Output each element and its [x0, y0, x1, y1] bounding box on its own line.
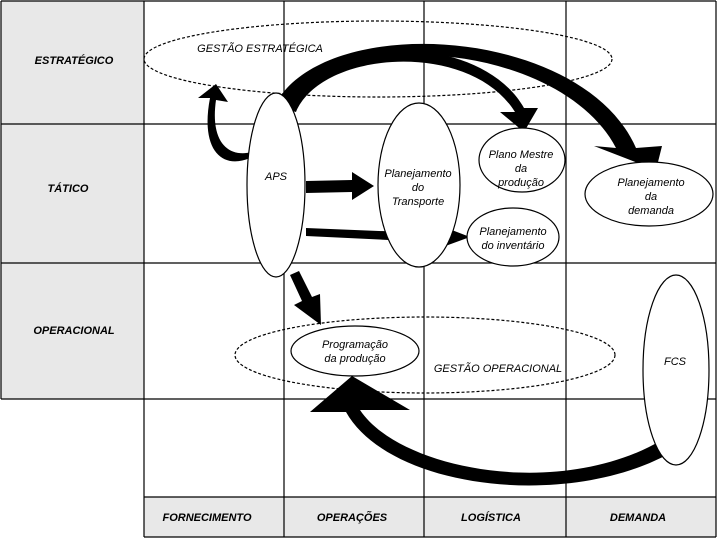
production-scheduling-node [291, 326, 419, 376]
demand-planning-label-1: Planejamento [617, 177, 685, 189]
production-scheduling-label-2: da produção [324, 353, 386, 365]
column-label-operations: OPERAÇÕES [316, 512, 388, 524]
transport-planning-label-1: Planejamento [384, 168, 452, 180]
row-label-strategic: ESTRATÉGICO [34, 55, 114, 67]
production-scheduling-label-1: Programação [321, 339, 389, 351]
transport-planning-label-2: do [411, 182, 425, 194]
row-label-tactical: TÁTICO [47, 183, 89, 195]
operational-management-label: GESTÃO OPERACIONAL [433, 363, 563, 375]
inventory-planning-label-1: Planejamento [479, 226, 547, 238]
arrow-fcs-to-production [310, 376, 672, 485]
column-label-supply: FORNECIMENTO [162, 512, 252, 524]
demand-planning-label-2: da [644, 191, 658, 203]
transport-planning-label-3: Transporte [391, 196, 445, 208]
demand-planning-label-3: demanda [628, 205, 674, 217]
arrow-aps-to-production [290, 271, 321, 325]
arrow-aps-to-transport [306, 172, 374, 200]
column-label-demand: DEMANDA [609, 512, 667, 524]
fcs-label: FCS [664, 356, 686, 368]
arrow-aps-to-strategic [198, 84, 252, 161]
fcs-node [643, 275, 709, 465]
master-plan-label-1: Plano Mestre [488, 149, 554, 161]
strategic-management-label: GESTÃO ESTRATÉGICA [197, 43, 323, 55]
aps-node [247, 93, 305, 277]
inventory-planning-label-2: do inventário [481, 240, 545, 252]
row-label-operational: OPERACIONAL [33, 325, 115, 337]
master-plan-label-2: da [514, 163, 528, 175]
column-label-logistics: LOGÍSTICA [461, 512, 521, 524]
master-plan-label-3: produção [498, 177, 544, 189]
aps-label: APS [264, 171, 288, 183]
